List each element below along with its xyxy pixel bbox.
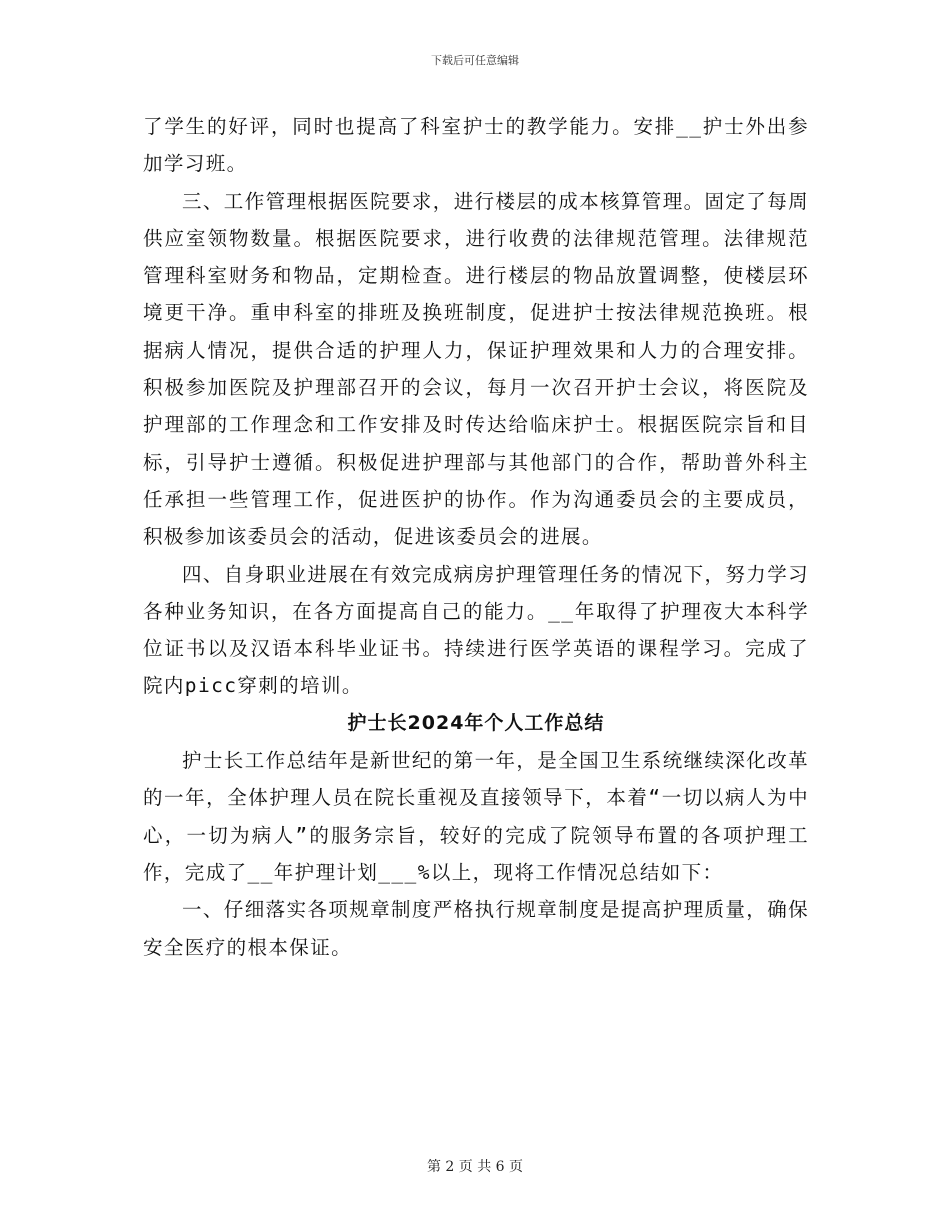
paragraph-continuation: 了学生的好评，同时也提高了科室护士的教学能力。安排__护士外出参加学习班。 (143, 115, 809, 176)
paragraph-rules-implementation: 一、仔细落实各项规章制度严格执行规章制度是提高护理质量，确保安全医疗的根本保证。 (143, 898, 810, 959)
document-body (143, 108, 809, 966)
paragraph-work-management: 三、工作管理根据医院要求，进行楼层的成本核算管理。固定了每周供应室领物数量。根据医院要求，进行收费的法律规范管理。法律规范管理科室财务和物品，定期检查。进行楼层的物品放置调整，使楼层环境更干净。重申科室的排班及换班制度，促进护士按法律规范换班。根据病人情况，提供合适的护理人力，保证护理效果和人力的合理安排。积极参加医院及护理部召开的会议，每月一次召开护士会议，将医院及护理部的工作理念和工作安排及时传达给临床护士。根据医院宗旨和目标，引导护士遵循。积极促进护理部与其他部门的合作，帮助普外科主任承担一些管理工作，促进医护的协作。作为沟通委员会的主要成员，积极参加该委员会的活动，促进该委员会的进展。 (143, 189, 810, 549)
section-title: 护士长2024年个人工作总结 (347, 711, 605, 734)
paragraph-summary-intro: 护士长工作总结年是新世纪的第一年，是全国卫生系统继续深化改革的一年，全体护理人员在院长重视及直接领导下，本着“一切以病人为中心，一切为病人”的服务宗旨，较好的完成了院领导布置的各项护理工作，完成了__年护理计划___%以上，现将工作情况总结如下： (143, 749, 810, 884)
page-footer: 第 2 页 共 6 页 (426, 1159, 524, 1175)
paragraph-career-development: 四、自身职业进展在有效完成病房护理管理任务的情况下，努力学习各种业务知识，在各方面提高自己的能力。__年取得了护理夜大本科学位证书以及汉语本科毕业证书。持续进行医学英语的课程学习。完成了院内picc穿刺的培训。 (143, 562, 810, 698)
page-header: 下载后可任意编辑 (431, 54, 519, 67)
